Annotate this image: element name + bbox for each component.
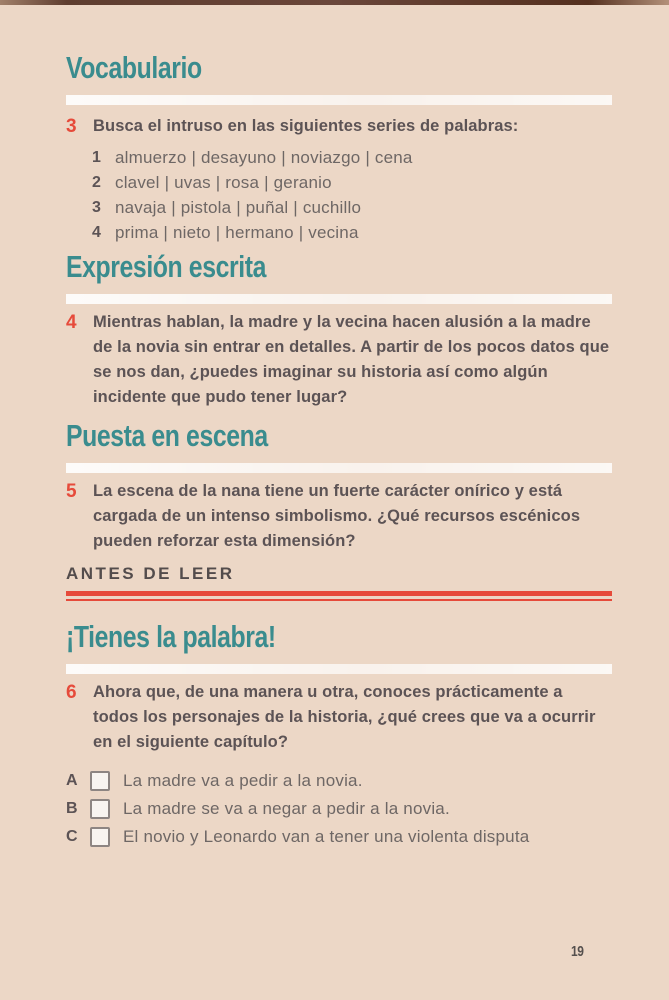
exercise-number: 6 xyxy=(66,682,77,703)
section-heading-expresion-escrita xyxy=(66,249,612,285)
section-heading-puesta-en-escena-text: Puesta en escena xyxy=(66,418,268,453)
option-letter: C xyxy=(66,828,78,845)
word-series-number: 3 xyxy=(92,199,101,216)
word-series-text: navaja | pistola | puñal | cuchillo xyxy=(115,198,362,217)
word-series-row xyxy=(92,170,612,195)
section-heading-expresion-escrita-text: Expresión escrita xyxy=(66,249,266,284)
section-heading-vocabulario-text: Vocabulario xyxy=(66,50,202,85)
exercise-prompt: Ahora que, de una manera u otra, conoces prácticamente a todos los personajes de la historia, ¿qué crees que va a ocurrir en el siguiente capítulo? xyxy=(93,683,596,751)
word-series-number: 4 xyxy=(92,224,101,241)
option-letter: A xyxy=(66,772,78,789)
exercise-prompt: Mientras hablan, la madre y la vecina hacen alusión a la madre de la novia sin entrar en detalles. A partir de los pocos datos que se nos dan, ¿puedes imaginar su historia así como algún incidente que pudo tener lugar? xyxy=(93,313,610,406)
exercise-5 xyxy=(66,479,612,554)
exercise-number: 3 xyxy=(66,116,77,137)
section-heading-vocabulario xyxy=(66,50,612,86)
option-text: La madre se va a negar a pedir a la novia. xyxy=(123,799,450,818)
option-text: La madre va a pedir a la novia. xyxy=(123,771,363,790)
word-series-text: prima | nieto | hermano | vecina xyxy=(115,223,359,242)
option-text: El novio y Leonardo van a tener una violenta disputa xyxy=(123,827,530,846)
word-series-text: clavel | uvas | rosa | geranio xyxy=(115,173,332,192)
exercise-number: 5 xyxy=(66,481,77,502)
option-checkbox[interactable] xyxy=(90,771,110,791)
exercise-3 xyxy=(66,114,612,139)
page-number-text: 19 xyxy=(571,943,584,960)
option-checkbox[interactable] xyxy=(90,799,110,819)
heading-underline-band xyxy=(66,463,612,473)
word-series-row xyxy=(92,145,612,170)
red-rule-thin xyxy=(66,599,612,601)
antes-de-leer-banner xyxy=(66,564,612,601)
heading-underline-band xyxy=(66,294,612,304)
word-series-list xyxy=(92,145,612,245)
option-checkbox[interactable] xyxy=(90,827,110,847)
option-letter: B xyxy=(66,800,78,817)
page-top-edge-bar xyxy=(0,0,669,5)
exercise-number: 4 xyxy=(66,312,77,333)
exercise-6 xyxy=(66,680,612,755)
multiple-choice-options xyxy=(66,771,612,847)
section-heading-puesta-en-escena xyxy=(66,418,612,454)
section-heading-tienes-la-palabra xyxy=(66,619,612,655)
exercise-prompt: La escena de la nana tiene un fuerte carácter onírico y está cargada de un intenso simbolismo. ¿Qué recursos escénicos pueden reforzar esta dimensión? xyxy=(93,482,581,550)
exercise-prompt: Busca el intruso en las siguientes series de palabras: xyxy=(93,117,519,135)
exercise-4 xyxy=(66,310,612,410)
word-series-text: almuerzo | desayuno | noviazgo | cena xyxy=(115,148,413,167)
option-row-a xyxy=(66,771,612,791)
word-series-number: 1 xyxy=(92,149,101,166)
heading-underline-band xyxy=(66,95,612,105)
word-series-row xyxy=(92,195,612,220)
section-heading-tienes-la-palabra-text: ¡Tienes la palabra! xyxy=(66,619,276,654)
page-number xyxy=(571,943,587,960)
option-row-c xyxy=(66,827,612,847)
heading-underline-band xyxy=(66,664,612,674)
word-series-number: 2 xyxy=(92,174,101,191)
red-rule-thick xyxy=(66,591,612,596)
antes-de-leer-heading: ANTES DE LEER xyxy=(66,564,235,583)
word-series-row xyxy=(92,220,612,245)
option-row-b xyxy=(66,799,612,819)
